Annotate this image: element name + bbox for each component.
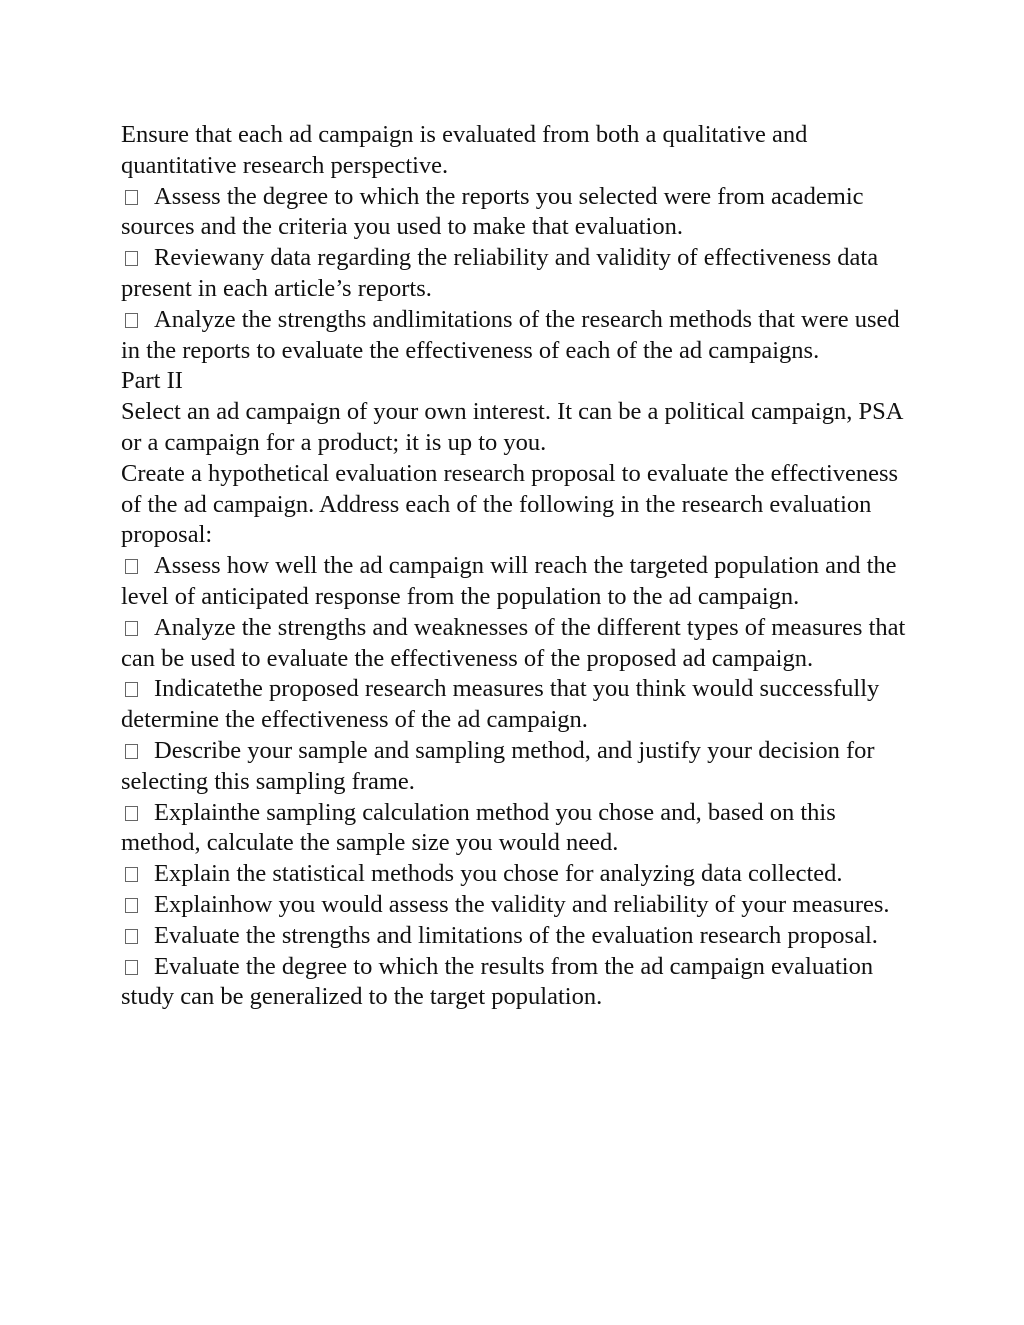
bullet-box-icon <box>125 190 138 205</box>
paragraph: Select an ad campaign of your own interest. It can be a political campaign, PSA or a campaign for a product; it is up to you. <box>121 398 903 456</box>
bullet-item: Explainhow you would assess the validity and reliability of your measures. <box>121 890 911 921</box>
bullet-item: Assess how well the ad campaign will reach the targeted population and the level of anticipated response from the population to the ad campaign. <box>121 552 897 610</box>
bullet-box-icon <box>125 251 138 266</box>
bullet-box-icon <box>125 929 138 944</box>
bullet-item: Describe your sample and sampling method, and justify your decision for selecting this sampling frame. <box>121 736 875 795</box>
bullet-box-icon <box>125 559 138 574</box>
bullet-item: Indicatethe proposed research measures that you think would successfully determine the effectiveness of the ad campaign. <box>121 675 880 734</box>
bullet-box-icon <box>125 621 138 636</box>
bullet-item: Explainthe sampling calculation method you chose and, based on this method, calculate the sample size you would need. <box>121 798 836 857</box>
bullet-item: Analyze the strengths andlimitations of the research methods that were used in the reports to evaluate the effectiveness of each of the ad campaigns. <box>121 305 900 364</box>
paragraph: Create a hypothetical evaluation research proposal to evaluate the effectiveness of the ad campaign. Address each of the following in the research evaluation proposal: <box>121 459 899 549</box>
bullet-box-icon <box>125 867 138 882</box>
bullet-box-icon <box>125 960 138 975</box>
bullet-box-icon <box>125 898 138 913</box>
bullet-item: Analyze the strengths and weaknesses of the different types of measures that can be used to evaluate the effectiveness of the proposed ad campaign. <box>121 613 906 672</box>
bullet-box-icon <box>125 313 138 328</box>
bullet-item: Explain the statistical methods you chose for analyzing data collected. <box>121 859 911 890</box>
bullet-item: Evaluate the strengths and limitations of the evaluation research proposal. <box>121 921 911 952</box>
bullet-box-icon <box>125 682 138 697</box>
bullet-item: Evaluate the degree to which the results from the ad campaign evaluation study can be generalized to the target population. <box>121 952 874 1011</box>
paragraph-intro: Ensure that each ad campaign is evaluated from both a qualitative and quantitative research perspective. <box>121 121 808 179</box>
document-body <box>121 120 911 1013</box>
bullet-box-icon <box>125 744 138 759</box>
bullet-item: Assess the degree to which the reports you selected were from academic sources and the criteria you used to make that evaluation. <box>121 182 864 241</box>
section-heading: Part II <box>121 367 183 395</box>
bullet-box-icon <box>125 806 138 821</box>
bullet-item: Reviewany data regarding the reliability and validity of effectiveness data present in each article’s reports. <box>121 244 879 302</box>
